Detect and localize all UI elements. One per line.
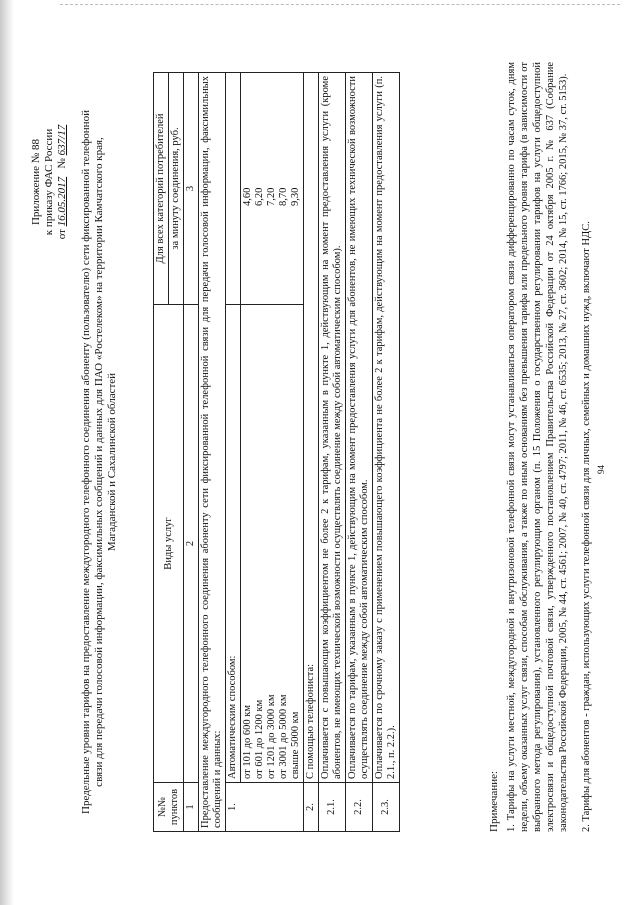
section1-label: Автоматическим способом:	[226, 305, 241, 783]
main-service-text: Предоставление междугородного телефонного соединения абоненту сети фиксированной телефонной связи для передачи голосовой информации, факсимильных сообщений и данных:	[199, 73, 226, 832]
table-row	[373, 73, 400, 832]
section1-num: 1.	[226, 783, 241, 832]
table-row	[346, 73, 373, 832]
row-text: Оплачивается по срочному заказу с применением повышающего коэффициента не более 2 к тарифам, действующим на момент предоставления услуги (п. 2.1., п. 2.2.).	[373, 73, 400, 783]
tariff-table	[153, 72, 400, 832]
row-num: 2.2.	[346, 783, 373, 832]
header-tariff-bottom: за минуту соединения, руб.	[169, 73, 184, 305]
distance-label: от 601 до 1200 км	[254, 699, 265, 779]
distance-label: свыше 5000 км	[290, 711, 301, 779]
document-title	[80, 72, 119, 852]
section2-label: С помощью телефониста:	[304, 73, 319, 783]
page-number: 94	[596, 465, 606, 474]
title-line3: Магаданской и Сахалинской областей	[106, 372, 118, 552]
appendix-line1: Приложение № 88	[30, 138, 42, 226]
appendix-header	[30, 82, 69, 282]
col-num-3: 3	[184, 73, 199, 305]
distance-label: от 1201 до 3000 км	[266, 694, 277, 779]
distance-value: 7,20	[266, 187, 277, 206]
note-2: 2. Тарифы для абонентов - граждан, использующих услуги телефонной связи для личных, семейных и домашних нужд, включают НДС.	[581, 221, 592, 832]
title-line1: Предельные уровни тарифов на предоставление междугородного телефонного соединения абоненту (пользователю) сети фиксированной телефонной	[80, 110, 92, 814]
distance-label: от 101 до 600 км	[242, 704, 253, 779]
distance-values	[241, 73, 304, 305]
col-num-1: 1	[184, 783, 199, 832]
header-tariff-top: Для всех категорий потребителей	[154, 73, 169, 305]
distance-value: 9,30	[290, 187, 301, 206]
row-text: Оплачивается с повышающим коэффициентом не более 2 к тарифам, указанным в пункте 1, действующим на момент предоставления услуги (кроме абонентов, не имеющих технической возможности осуществлять соединение между собой автоматическим способом).	[319, 73, 346, 783]
row-num: 2.1.	[319, 783, 346, 832]
number-value: 637/17	[56, 124, 68, 156]
date-prefix: от	[56, 229, 68, 240]
distance-value: 4,60	[242, 187, 253, 206]
row-num: 2.3.	[373, 783, 400, 832]
table-row	[319, 73, 346, 832]
main-service-row	[199, 73, 226, 832]
header-service: Виды услуг	[154, 305, 184, 783]
title-line2: связи для передачи голосовой информации, факсимильных сообщений и данных для ПАО «Ростелеком» на территории Камчатского края,	[93, 137, 105, 787]
section2-num: 2.	[304, 783, 319, 832]
distance-value: 8,70	[278, 187, 289, 206]
row-text: Оплачивается по тарифам, указанным в пункте 1, действующим на момент предоставления услуги для абонентов, не имеющих технической возможности осуществлять соединение между собой автоматическим способом.	[346, 73, 373, 783]
header-num: №№ пунктов	[154, 783, 184, 832]
distance-label: от 3001 до 5000 км	[278, 694, 289, 779]
note-1: 1. Тарифы на услуги местной, междугородной и внутризоновой телефонной связи могут устанавливаться оператором связи дифференцированно по часам суток, дням недели, объему оказанных услуг связи, способам обслуживания, а также по иным основаниям без превышения тарифа или предельного уровня тарифа (в зависимости от выбранного метода регулирования), установленного регулирующим органом (п. 15 Положения о государственном регулировании тарифов на услуги общедоступной электросвязи и общедоступной почтовой связи, утвержденного постановлением Правительства Российской Федерации от 24 октября 2005 г. № 637 (Собрание законодательства Российской Федерации, 2005, № 44, ст. 4561; 2007, № 40, ст. 4797; 2011, № 46, ст. 6535; 2013, № 27, ст. 3602; 2014, № 15, ст. 1766; 2015, № 37, ст. 5153).	[506, 62, 569, 832]
distance-rows	[241, 73, 304, 832]
scan-edge-shadow	[0, 0, 14, 905]
number-prefix: №	[56, 158, 68, 169]
col-num-2: 2	[184, 305, 199, 783]
distance-value: 6,20	[254, 187, 265, 206]
rotated-document-page	[20, 12, 620, 892]
distance-labels	[241, 305, 304, 783]
section2-row	[304, 73, 319, 832]
notes-title: Примечание:	[488, 770, 500, 832]
section1-row	[226, 73, 241, 832]
column-number-row	[184, 73, 199, 832]
appendix-line2: к приказу ФАС России	[43, 128, 55, 236]
table-header-row	[154, 73, 169, 832]
scan-dashed-line	[60, 4, 620, 5]
date-value: 16.05.2017	[56, 176, 68, 227]
appendix-date-line	[56, 82, 69, 282]
